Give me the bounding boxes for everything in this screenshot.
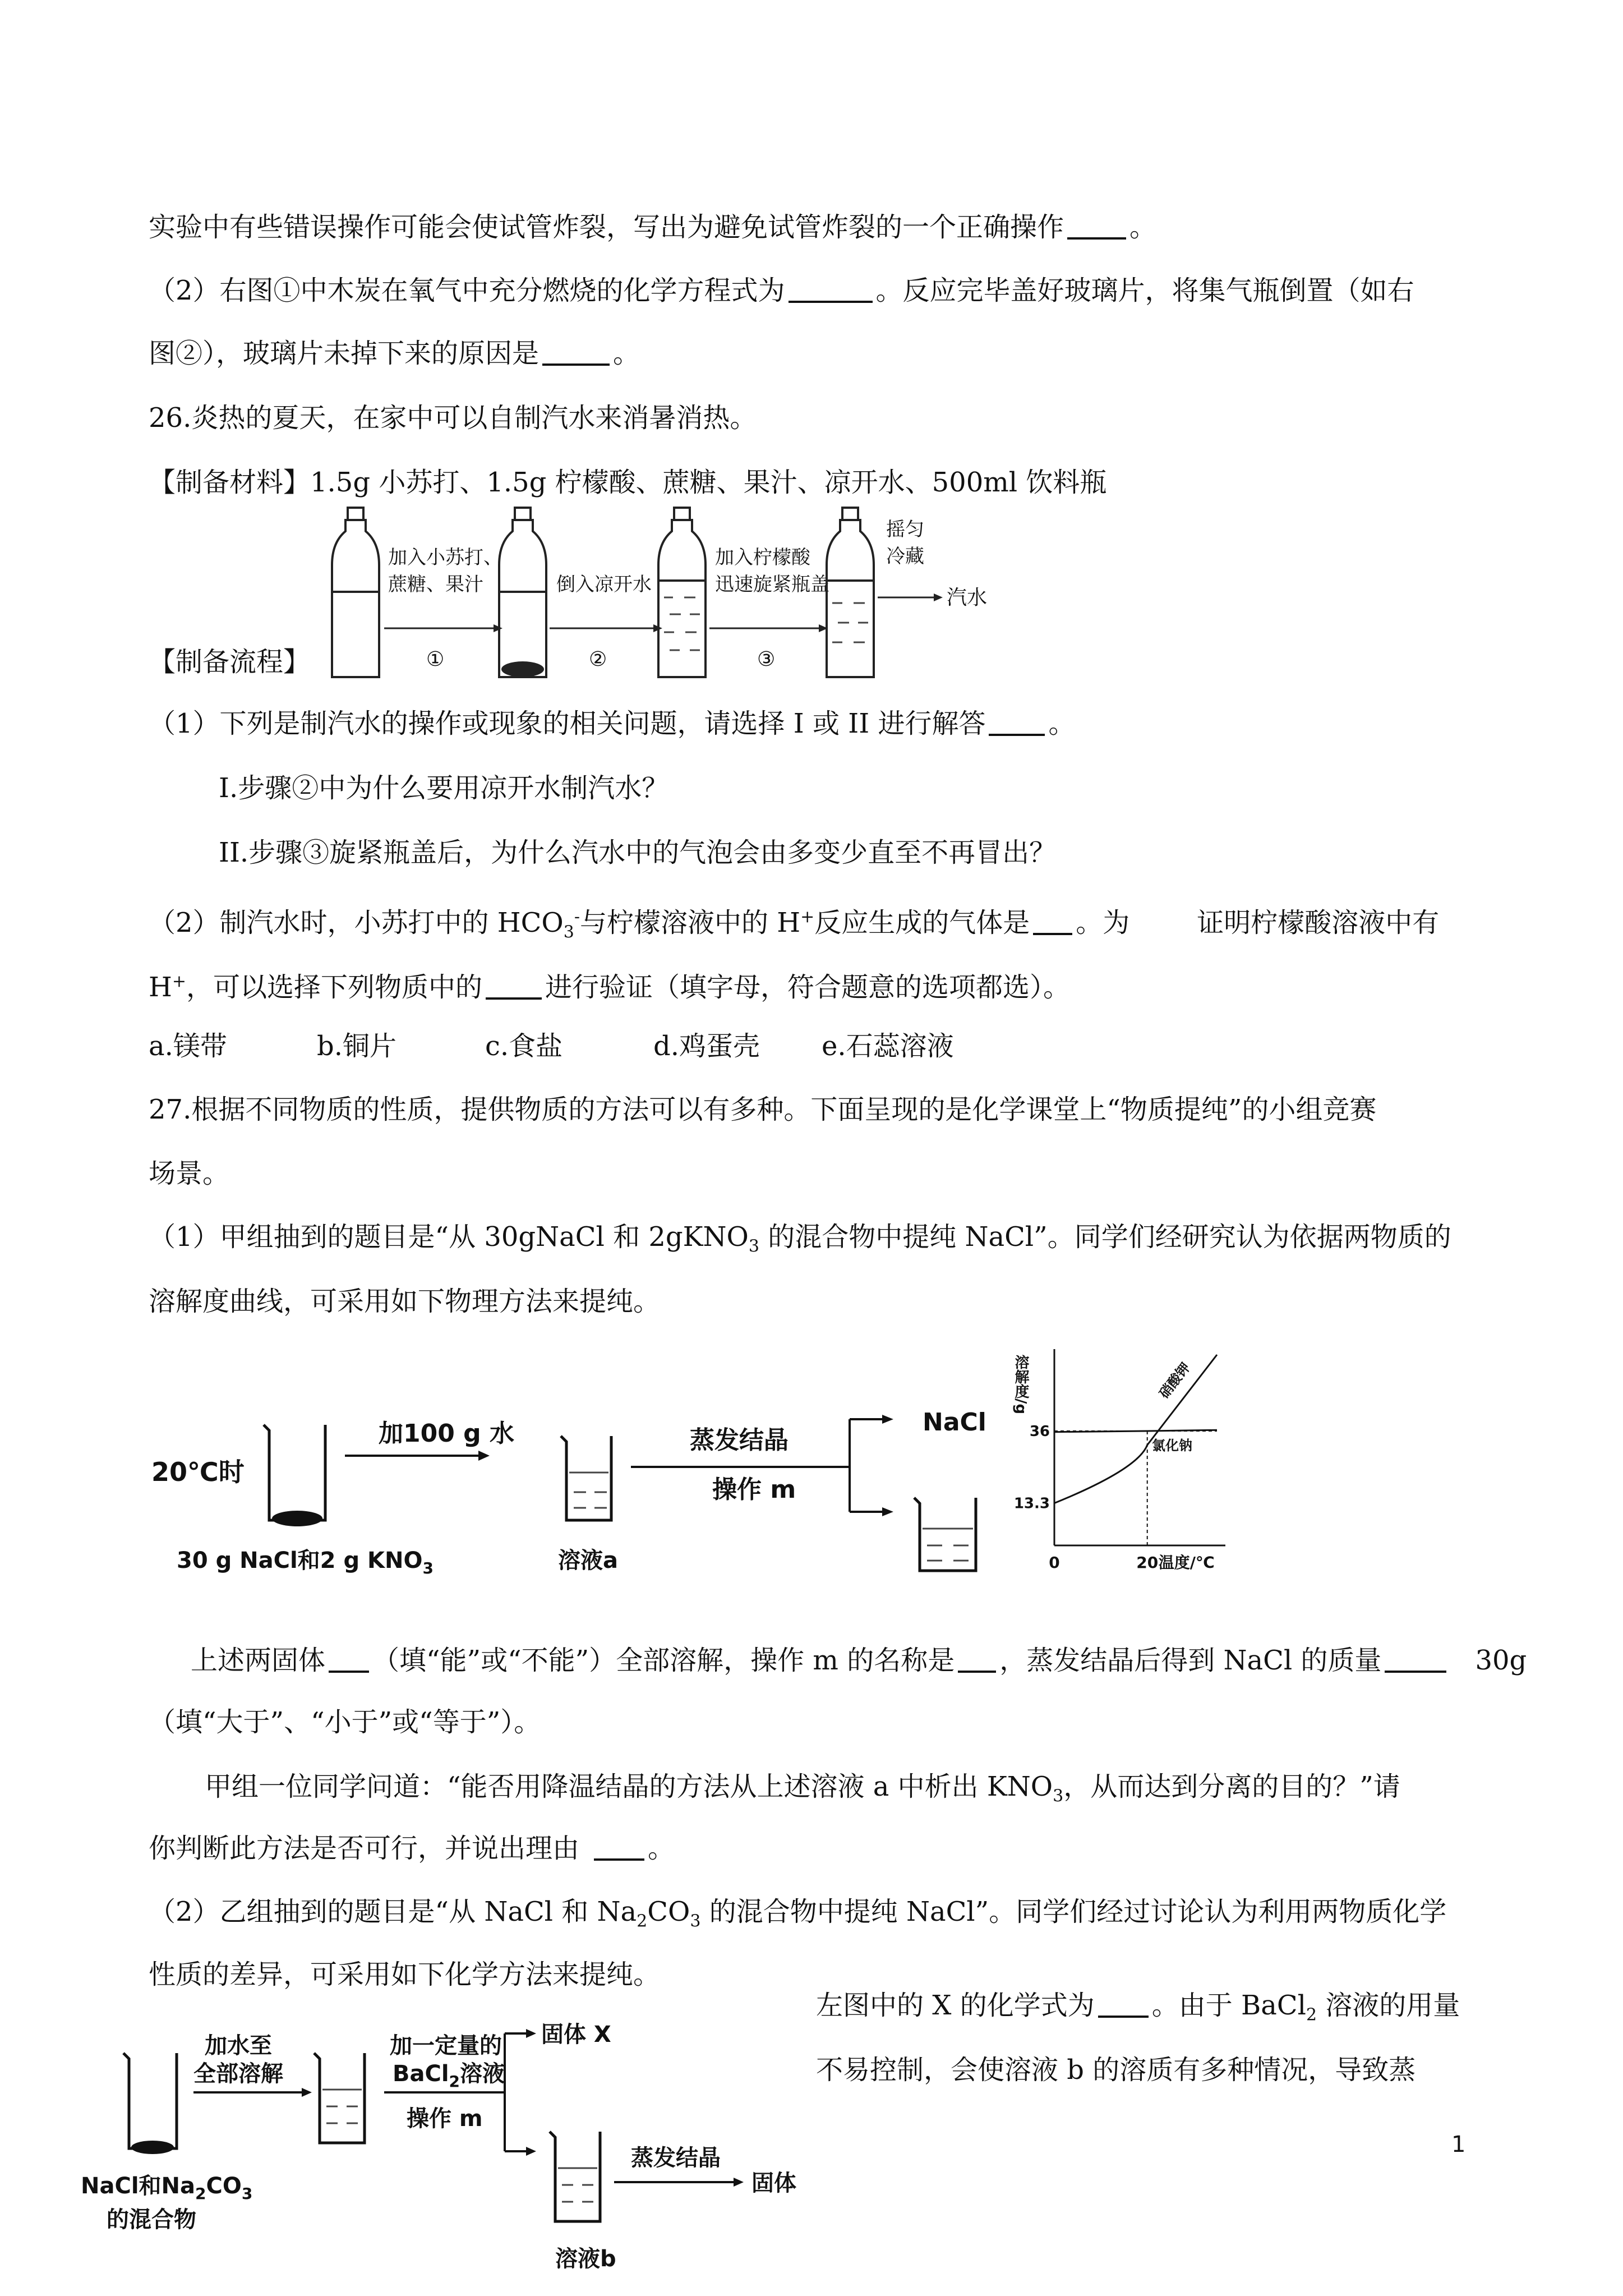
question-27-title: 27.根据不同物质的性质，提供物质的方法可以有多种。下面呈现的是化学课堂上“物质提纯”的小组竞赛 (149, 1094, 1377, 1125)
evaporation-label: 蒸发结晶 (631, 2145, 721, 2171)
beaker-mix (123, 2053, 177, 2148)
answer-blank[interactable] (789, 274, 873, 303)
mixture-label-line1: NaCl和$Na_2CO_3$ (81, 2173, 253, 2203)
question-27-cont: 场景。 (149, 1158, 230, 1189)
x-tick-label: 20 (1136, 1553, 1159, 1572)
option-a: a.镁带 (149, 1030, 227, 1062)
option-list (149, 1029, 954, 1063)
operation-m-label: 操作 m (407, 2106, 483, 2132)
right-text-line2: 不易控制，会使溶液 b 的溶质有多种情况，导致蒸 (816, 2054, 1416, 2086)
step3-label-line2: 迅速旋紧瓶盖 (715, 573, 829, 596)
add-water-line2: 全部溶解 (193, 2061, 283, 2087)
operation-m-label: 操作 m (712, 1475, 796, 1504)
bottle-1 (332, 508, 379, 677)
bottle-process-figure (325, 502, 1026, 687)
step3-label-line1: 加入柠檬酸 (715, 546, 810, 569)
subquestion-2-cont: H+，可以选择下列物质中的 进行验证（填字母，符合题意的选项都选）。 (149, 972, 1071, 1003)
beaker-solution (314, 2053, 365, 2143)
bottle-3 (658, 508, 706, 677)
answer-blank[interactable] (1385, 1644, 1446, 1673)
part-2-line2: 性质的差异，可采用如下化学方法来提纯。 (149, 1959, 661, 1990)
beaker-b (550, 2132, 600, 2221)
subquestion-2: （2）制汽水时，小苏打中的 $HCO_3^-$与柠檬溶液中的 H+反应生成的气体是 。为 证明柠檬酸溶液中有 (149, 907, 1440, 942)
answer-line-1: 上述两固体 （填“能”或“不能”）全部溶解，操作 m 的名称是 ，蒸发结晶后得到 NaCl 的质量 30g (191, 1645, 1527, 1676)
answer-blank[interactable] (329, 1644, 369, 1673)
right-text-line1: 左图中的 X 的化学式为 。由于 BaCl$_2$ 溶液的用量 (816, 1990, 1460, 2025)
answer-blank[interactable] (1067, 210, 1126, 240)
answer-blank[interactable] (989, 707, 1045, 736)
question-26-title: 26.炎热的夏天，在家中可以自制汽水来消暑消热。 (149, 402, 757, 434)
temperature-label: 20℃时 (151, 1457, 245, 1487)
part-1-line1: （1）甲组抽到的题目是“从 30gNaCl 和 2gKNO$_3$ 的混合物中提纯 NaCl”。同学们经研究认为依据两物质的 (149, 1221, 1451, 1257)
y-axis-label: 溶解度/g (1012, 1355, 1029, 1415)
step3-number: ③ (757, 648, 776, 671)
nacl-product-label: NaCl (923, 1408, 986, 1437)
part-1-line2: 溶解度曲线，可采用如下物理方法来提纯。 (149, 1286, 661, 1317)
series-label-nacl: 氯化钠 (1152, 1438, 1192, 1453)
reagent-line2: BaCl$_2$溶液 (393, 2061, 505, 2091)
answer-line-3: 甲组一位同学问道：“能否用降温结晶的方法从上述溶液 a 中析出 $KNO_3$，从而达到分离的目的？”请 (205, 1771, 1400, 1806)
beaker-1 (264, 1425, 325, 1520)
solution-b-label: 溶液b (555, 2246, 616, 2272)
option-b: b.铜片 (317, 1030, 396, 1062)
step4-label-line1: 摇匀 (886, 518, 924, 541)
solubility-chart (1012, 1338, 1239, 1573)
result-label: 汽水 (947, 586, 988, 609)
text-line-1: 实验中有些错误操作可能会使试管炸裂，写出为避免试管炸裂的一个正确操作 。 (149, 211, 1157, 243)
option-i: I.步骤②中为什么要用凉开水制汽水？ (219, 772, 669, 804)
series-line-kno3 (1054, 1355, 1217, 1503)
bottle-2 (499, 508, 546, 677)
mixture-label: 30 g NaCl和2 g $KNO_3$ (177, 1548, 434, 1577)
option-e: e.石蕊溶液 (822, 1030, 954, 1062)
option-ii: II.步骤③旋紧瓶盖后，为什么汽水中的气泡会由多变少直至不再冒出？ (219, 837, 1057, 868)
step1-label-line1: 加入小苏打、 (388, 546, 502, 569)
part-2-line1: （2）乙组抽到的题目是“从 NaCl 和 $Na_2CO_3$ 的混合物中提纯 NaCl”。同学们经过讨论认为利用两物质化学 (149, 1896, 1447, 1931)
answer-blank[interactable] (1098, 1989, 1149, 2018)
reagent-line1: 加一定量的 (390, 2033, 502, 2059)
y-tick-label: 36 (1029, 1423, 1050, 1440)
page-number: 1 (1451, 2132, 1466, 2157)
add-water-line1: 加水至 (205, 2033, 272, 2059)
solution-a-label: 溶液a (558, 1548, 618, 1573)
y-tick-label: 13.3 (1013, 1495, 1050, 1512)
answer-blank[interactable] (1033, 906, 1072, 935)
add-water-label: 加100 g 水 (379, 1419, 514, 1448)
step2-label: 倒入凉开水 (556, 573, 652, 596)
materials-line: 【制备材料】1.5g 小苏打、1.5g 柠檬酸、蔗糖、果汁、凉开水、500ml 饮料瓶 (149, 467, 1107, 498)
solid-x-label: 固体 X (541, 2022, 611, 2047)
option-d: d.鸡蛋壳 (653, 1030, 760, 1062)
answer-blank[interactable] (486, 970, 542, 1000)
mixture-label-line2: 的混合物 (107, 2207, 196, 2233)
step4-label-line2: 冷藏 (886, 545, 924, 568)
process-heading: 【制备流程】 (149, 646, 311, 678)
option-c: c.食盐 (485, 1030, 563, 1062)
x-axis-label: 温度/℃ (1158, 1553, 1215, 1572)
physical-method-figure (143, 1352, 1052, 1582)
chemical-method-figure (79, 2014, 819, 2283)
step1-number: ① (426, 648, 445, 671)
bottle-4 (827, 508, 874, 677)
answer-blank[interactable] (542, 337, 610, 366)
series-label-kno3: 硝酸钾 (1156, 1360, 1193, 1402)
subquestion-1: （1）下列是制汽水的操作或现象的相关问题，请选择 I 或 II 进行解答 。 (149, 708, 1076, 739)
series-line-nacl (1054, 1430, 1217, 1432)
step1-label-line2: 蔗糖、果汁 (388, 573, 483, 596)
text-line-3: 图②），玻璃片未掉下来的原因是 。 (149, 338, 640, 369)
evaporation-label: 蒸发结晶 (690, 1426, 789, 1455)
x-tick-label: 0 (1049, 1553, 1060, 1572)
answer-line-2: （填“大于”、“小于”或“等于”）。 (149, 1706, 541, 1738)
answer-blank[interactable] (958, 1644, 996, 1673)
answer-line-4: 你判断此方法是否可行，并说出理由 。 (149, 1833, 675, 1864)
solid-product-label: 固体 (751, 2170, 796, 2196)
step2-number: ② (589, 648, 607, 671)
answer-blank[interactable] (594, 1832, 644, 1861)
text-line-2: （2）右图①中木炭在氧气中充分燃烧的化学方程式为 。反应完毕盖好玻璃片，将集气瓶倒置（如右 (149, 275, 1414, 306)
